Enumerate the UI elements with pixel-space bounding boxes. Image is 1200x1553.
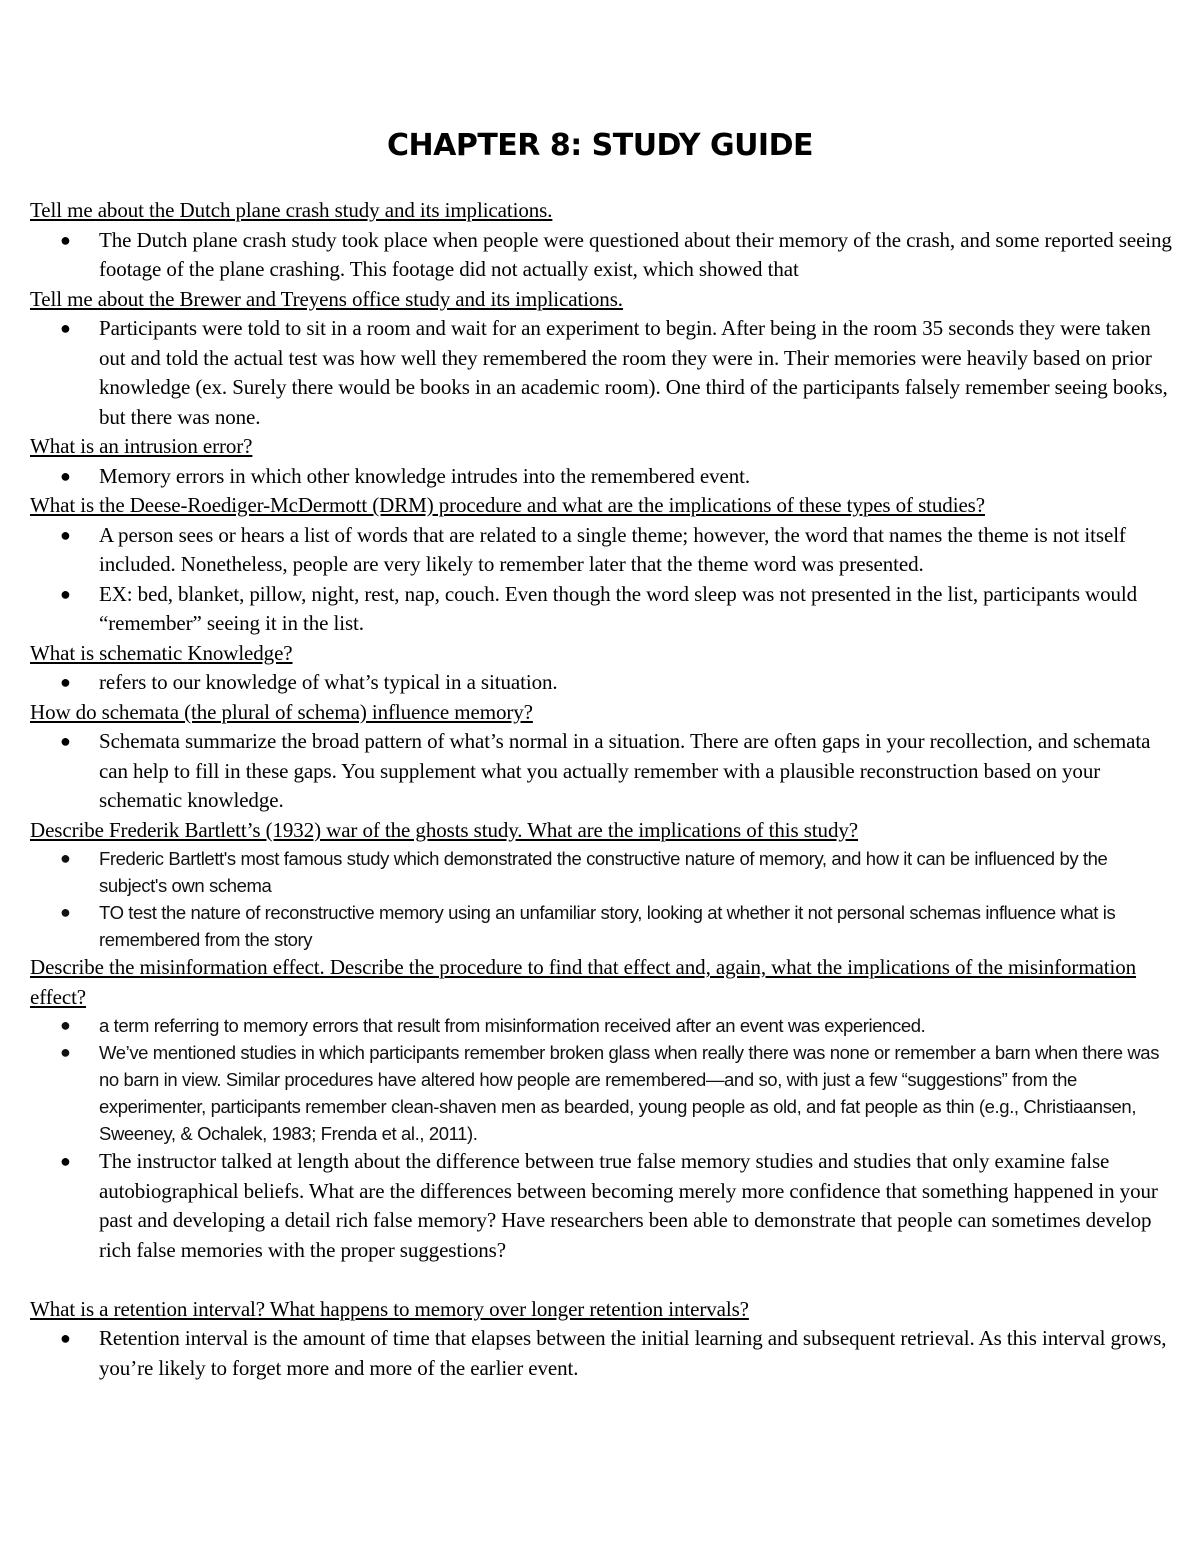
blank-line	[30, 1265, 1175, 1295]
bullet-icon: ●	[60, 1042, 71, 1062]
answer-item: ● a term referring to memory errors that result from misinformation received after an event was experienced.	[30, 1012, 1175, 1039]
question-schematic-knowledge: What is schematic Knowledge?	[30, 640, 293, 665]
answer-list	[30, 1012, 1175, 1265]
answer-list	[30, 845, 1175, 953]
page-title: CHAPTER 8: STUDY GUIDE	[386, 128, 813, 163]
question-intrusion-error: What is an intrusion error?	[30, 434, 253, 458]
answer-list	[30, 226, 1175, 285]
answer-list	[30, 1324, 1175, 1383]
study-guide-content	[30, 196, 1175, 1383]
question-retention-interval: What is a retention interval? What happens to memory over longer retention intervals?	[30, 1296, 749, 1321]
question-dutch-plane-crash: Tell me about the Dutch plane crash study and its implications.	[30, 198, 553, 222]
bullet-icon: ●	[60, 848, 71, 868]
answer-list	[30, 727, 1175, 816]
bullet-icon: ●	[60, 583, 71, 604]
answer-list	[30, 668, 1175, 698]
bullet-icon: ●	[60, 1015, 71, 1035]
bullet-icon: ●	[60, 731, 71, 751]
question-drm-procedure: What is the Deese-Roediger-McDermott (DRM) procedure and what are the implications of these types of studies?	[30, 493, 985, 517]
answer-item: ● We’ve mentioned studies in which participants remember broken glass when really there was none or remember a barn when there was no barn in view. Similar procedures have altered how people are remembered—and so, with just a few “suggestions” from the experimenter, participants remember clean-shaven men as bearded, young people as old, and fat people as thin (e.g., Christiaansen, Sweeney, & Ochalek, 1983; Frenda et al., 2011).	[30, 1039, 1175, 1147]
answer-item: ● The Dutch plane crash study took place when people were questioned about their memory of the crash, and some reported seeing footage of the plane crashing. This footage did not actually exist, which showed that	[60, 227, 1172, 281]
answer-item: ● Schemata summarize the broad pattern of what’s normal in a situation. There are often gaps in your recollection, and schemata can help to fill in these gaps. You supplement what you actually remember with a plausible reconstruction based on your schematic knowledge.	[60, 729, 1151, 812]
answer-item: ● EX: bed, blanket, pillow, night, rest, nap, couch. Even though the word sleep was not presented in the list, participants would “remember” seeing it in the list.	[60, 581, 1138, 635]
bullet-icon: ●	[60, 902, 71, 922]
answer-item: ● A person sees or hears a list of words that are related to a single theme; however, the word that names the theme is not itself included. Nonetheless, people are very likely to remember later that the theme word was presented.	[60, 522, 1126, 576]
answer-item: ● Retention interval is the amount of time that elapses between the initial learning and subsequent retrieval. As this interval grows, you’re likely to forget more and more of the earlier event.	[60, 1326, 1167, 1380]
answer-list	[30, 314, 1175, 432]
answer-item: ● refers to our knowledge of what’s typical in a situation.	[30, 668, 1175, 698]
question-misinformation-effect: Describe the misinformation effect. Describe the procedure to find that effect and, again, what the implications of the misinformation effect?	[30, 955, 1137, 1009]
answer-list	[30, 521, 1175, 639]
question-brewer-treyens: Tell me about the Brewer and Treyens office study and its implications.	[30, 286, 623, 311]
answer-list	[30, 462, 1175, 492]
bullet-icon: ●	[60, 465, 71, 486]
bullet-icon: ●	[60, 1151, 71, 1171]
question-bartlett-war-of-ghosts: Describe Frederik Bartlett’s (1932) war of the ghosts study. What are the implications of this study?	[30, 817, 858, 842]
bullet-icon: ●	[60, 672, 71, 692]
answer-item: ● The instructor talked at length about the difference between true false memory studies and studies that only examine false autobiographical beliefs. What are the differences between becoming merely more confidence that something happened in your past and developing a detail rich false memory? Have researchers been able to demonstrate that people can sometimes develop rich false memories with the proper suggestions?	[60, 1149, 1158, 1262]
bullet-icon: ●	[60, 524, 71, 545]
bullet-icon: ●	[60, 318, 71, 338]
bullet-icon: ●	[60, 229, 71, 250]
answer-item: ● TO test the nature of reconstructive memory using an unfamiliar story, looking at whether it not personal schemas influence what is remembered from the story	[30, 899, 1175, 953]
question-schemata-influence: How do schemata (the plural of schema) influence memory?	[30, 699, 533, 724]
answer-item: ● Participants were told to sit in a room and wait for an experiment to begin. After being in the room 35 seconds they were taken out and told the actual test was how well they remembered the room they were in. Their memories were heavily based on prior knowledge (ex. Surely there would be books in an academic room). One third of the participants falsely remember seeing books, but there was none.	[60, 316, 1168, 429]
answer-item: ● Frederic Bartlett's most famous study which demonstrated the constructive nature of memory, and how it can be influenced by the subject's own schema	[30, 845, 1175, 899]
answer-item: ● Memory errors in which other knowledge intrudes into the remembered event.	[30, 462, 1175, 492]
bullet-icon: ●	[60, 1328, 71, 1348]
